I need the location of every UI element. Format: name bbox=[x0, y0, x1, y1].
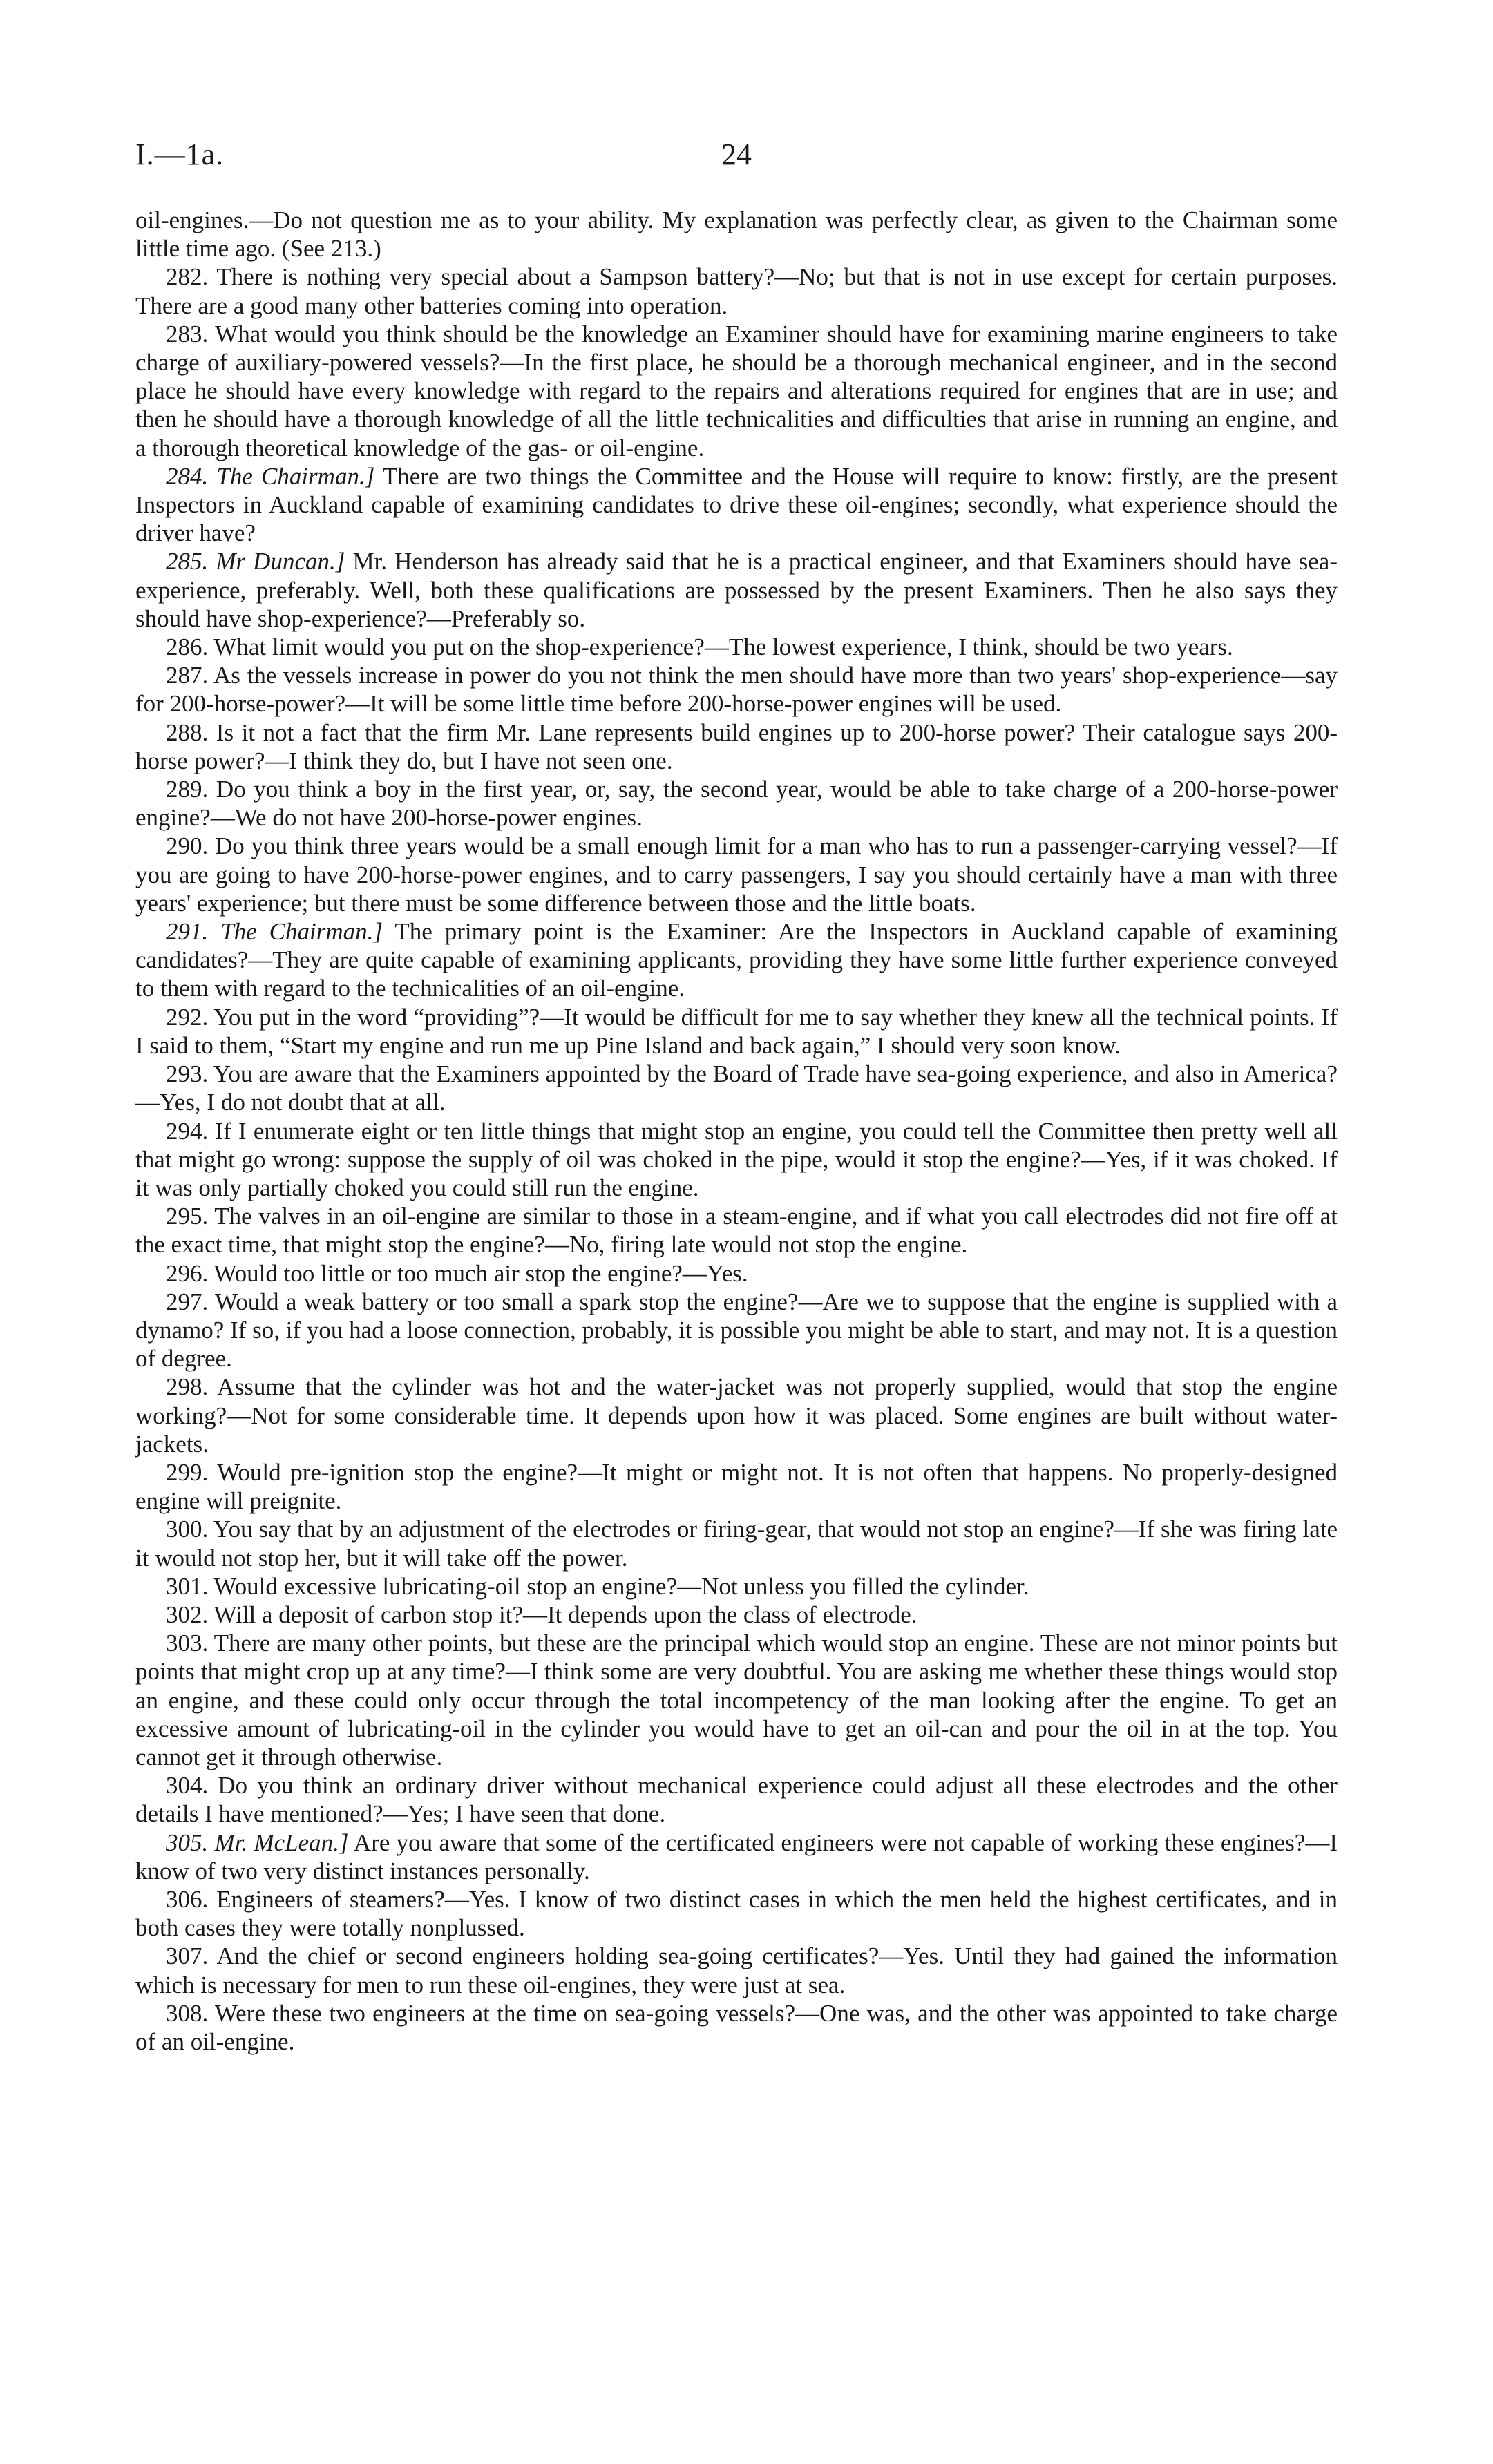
paragraph-text: 303. There are many other points, but these are the principal which would stop an engine. These are not minor points but points that might crop up at any time?—I think some are very doubtful. You are asking me whether these things would stop an engine, and these could only occur through the total incompetency of the man looking after the engine. To get an excessive amount of lubricating-oil in the cylinder you would have to get an oil-can and pour the oil in at the top. You cannot get it through otherwise. bbox=[135, 1630, 1338, 1770]
paragraph-text: The primary point is the Examiner: Are the Inspectors in Auckland capable of examining candidates?—They are quite capable of examining applicants, providing they have some little further experience conveyed to them with regard to the technicalities of an oil-engine. bbox=[135, 918, 1338, 1002]
paragraph-text: 286. What limit would you put on the shop-experience?—The lowest experience, I think, should be two years. bbox=[166, 633, 1233, 661]
paragraph-text: Mr. Henderson has already said that he is a practical engineer, and that Examiners should have sea-experience, preferably. Well, both these qualifications are possessed by the present Examiners. Then he also says they should have shop-experience?—Preferably so. bbox=[135, 548, 1338, 632]
paragraph-text: 293. You are aware that the Examiners appointed by the Board of Trade have sea-going experience, and also in America?—Yes, I do not doubt that at all. bbox=[135, 1060, 1338, 1116]
body-text bbox=[135, 206, 1338, 2056]
paragraph bbox=[135, 1259, 1338, 1288]
paragraph-text: 306. Engineers of steamers?—Yes. I know of two distinct cases in which the men held the highest certificates, and in both cases they were totally nonplussed. bbox=[135, 1885, 1338, 1942]
paragraph-text: 300. You say that by an adjustment of the electrodes or firing-gear, that would not stop an engine?—If she was firing late it would not stop her, but it will take off the power. bbox=[135, 1516, 1338, 1572]
paragraph-text: There are two things the Committee and the House will require to know: firstly, are the present Inspectors in Auckland capable of examining candidates to drive these oil-engines; secondly, what experience should the driver have? bbox=[135, 462, 1338, 547]
paragraph bbox=[135, 1828, 1338, 1885]
paragraph bbox=[135, 633, 1338, 661]
paragraph bbox=[135, 718, 1338, 775]
paragraph-text: 295. The valves in an oil-engine are similar to those in a steam-engine, and if what you call electrodes did not fire off at the exact time, that might stop the engine?—No, firing late would not stop the engine. bbox=[135, 1203, 1338, 1259]
paragraph bbox=[135, 1629, 1338, 1771]
paragraph-text: 304. Do you think an ordinary driver without mechanical experience could adjust all these electrodes and the other details I have mentioned?—Yes; I have seen that done. bbox=[135, 1772, 1338, 1828]
paragraph bbox=[135, 1202, 1338, 1259]
paragraph-text: 292. You put in the word “providing”?—It would be difficult for me to say whether they knew all the technical points. If I said to them, “Start my engine and run me up Pine Island and back again,” I should very soon know. bbox=[135, 1003, 1338, 1059]
paragraph bbox=[135, 661, 1338, 718]
paragraph-text: 301. Would excessive lubricating-oil stop an engine?—Not unless you filled the cylinder. bbox=[166, 1572, 1029, 1600]
paragraph bbox=[135, 1885, 1338, 1942]
paragraph-text: 297. Would a weak battery or too small a spark stop the engine?—Are we to suppose that the engine is supplied with a dynamo? If so, if you had a loose connection, probably, it is possible you might be able to start, and may not. It is a question of degree. bbox=[135, 1288, 1338, 1373]
paragraph bbox=[135, 1117, 1338, 1203]
paragraph bbox=[135, 917, 1338, 1003]
paragraph-text: 290. Do you think three years would be a small enough limit for a man who has to run a passenger-carrying vessel?—If you are going to have 200-horse-power engines, and to carry passengers, I say you should certainly have a man with three years' experience; but there must be some difference between those and the little boats. bbox=[135, 832, 1338, 917]
paragraph-text: 299. Would pre-ignition stop the engine?—It might or might not. It is not often that happens. No properly-designed engine will preignite. bbox=[135, 1458, 1338, 1515]
speaker-label: 291. The Chairman.] bbox=[166, 918, 383, 946]
paragraph-text: oil-engines.—Do not question me as to your ability. My explanation was perfectly clear, as given to the Chairman some little time ago. (See 213.) bbox=[135, 207, 1338, 262]
paragraph-text: 307. And the chief or second engineers holding sea-going certificates?—Yes. Until they had gained the information which is necessary for men to run these oil-engines, they were just at sea. bbox=[135, 1942, 1338, 1998]
page-header bbox=[135, 137, 1338, 178]
paragraph-text: Are you aware that some of the certificated engineers were not capable of working these engines?—I know of two very distinct instances personally. bbox=[135, 1828, 1338, 1884]
paragraph bbox=[135, 1601, 1338, 1629]
page-number: 24 bbox=[721, 137, 752, 171]
paragraph bbox=[135, 1515, 1338, 1572]
paragraph bbox=[135, 547, 1338, 633]
speaker-label: 284. The Chairman.] bbox=[166, 462, 375, 490]
paragraph bbox=[135, 1458, 1338, 1515]
paragraph bbox=[135, 775, 1338, 832]
paragraph bbox=[135, 462, 1338, 548]
paragraph-text: 308. Were these two engineers at the time on sea-going vessels?—One was, and the other was appointed to take charge of an oil-engine. bbox=[135, 1999, 1338, 2055]
paragraph-text: 287. As the vessels increase in power do you not think the men should have more than two years' shop-experience—say for 200-horse-power?—It will be some little time before 200-horse-power engines will be used. bbox=[135, 662, 1338, 718]
paragraph bbox=[135, 1999, 1338, 2056]
paragraph bbox=[135, 1060, 1338, 1116]
paragraph bbox=[135, 1003, 1338, 1060]
speaker-label: 285. Mr Duncan.] bbox=[166, 548, 345, 575]
paragraph-text: 294. If I enumerate eight or ten little things that might stop an engine, you could tell the Committee then pretty well all that might go wrong: suppose the supply of oil was choked in the pipe, would it stop the engine?—Yes, if it was choked. If it was only partially choked you could still run the engine. bbox=[135, 1117, 1338, 1201]
speaker-label: 305. Mr. McLean.] bbox=[166, 1828, 349, 1856]
paragraph bbox=[135, 320, 1338, 462]
paragraph-text: 289. Do you think a boy in the first year, or, say, the second year, would be able to take charge of a 200-horse-power engine?—We do not have 200-horse-power engines. bbox=[135, 776, 1338, 832]
paragraph bbox=[135, 1771, 1338, 1828]
paragraph bbox=[135, 1373, 1338, 1458]
paragraph-text: 296. Would too little or too much air stop the engine?—Yes. bbox=[166, 1259, 748, 1287]
document-reference: I.—1a. bbox=[135, 137, 225, 171]
paragraph-text: 282. There is nothing very special about a Sampson battery?—No; but that is not in use except for certain purposes. There are a good many other batteries coming into operation. bbox=[135, 263, 1338, 319]
paragraph bbox=[135, 1942, 1338, 1998]
paragraph-text: 283. What would you think should be the knowledge an Examiner should have for examining marine engineers to take charge of auxiliary-powered vessels?—In the first place, he should be a thorough mechanical engineer, and in the second place he should have every knowledge with regard to the repairs and alterations required for engines that are in use; and then he should have a thorough knowledge of all the little technicalities and difficulties that arise in running an engine, and a thorough theoretical knowledge of the gas- or oil-engine. bbox=[135, 320, 1338, 461]
paragraph-text: 302. Will a deposit of carbon stop it?—It depends upon the class of electrode. bbox=[166, 1601, 917, 1628]
paragraph bbox=[135, 262, 1338, 319]
paragraph bbox=[135, 206, 1338, 262]
paragraph bbox=[135, 1572, 1338, 1601]
paragraph-text: 298. Assume that the cylinder was hot and the water-jacket was not properly supplied, would that stop the engine working?—Not for some considerable time. It depends upon how it was placed. Some engines are built without water-jackets. bbox=[135, 1373, 1338, 1458]
paragraph bbox=[135, 832, 1338, 917]
paragraph bbox=[135, 1288, 1338, 1373]
paragraph-text: 288. Is it not a fact that the firm Mr. Lane represents build engines up to 200-horse power? Their catalogue says 200-horse power?—I think they do, but I have not seen one. bbox=[135, 718, 1338, 774]
